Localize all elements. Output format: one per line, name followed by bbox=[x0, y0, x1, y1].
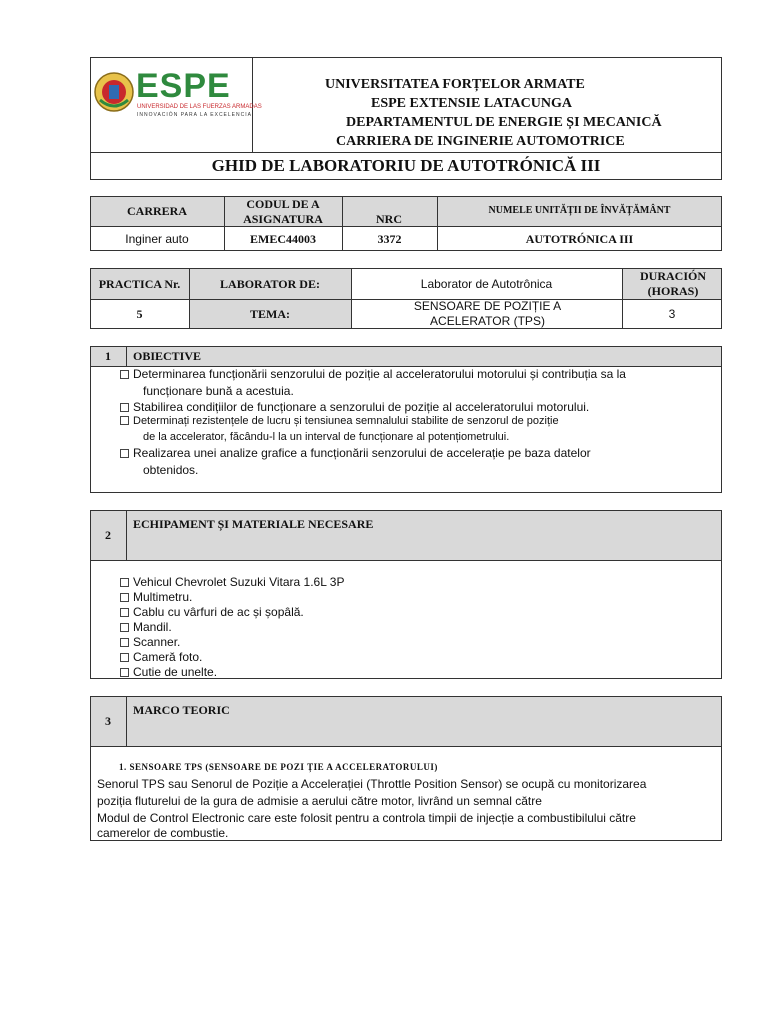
material-item bbox=[120, 650, 202, 664]
bullet-box-icon bbox=[120, 370, 129, 379]
objective-2 bbox=[120, 400, 589, 414]
page-title: GHID DE LABORATORIU DE AUTOTRÓNICĂ III bbox=[211, 156, 601, 175]
material-item bbox=[120, 575, 344, 589]
section3-num-div bbox=[126, 696, 127, 746]
objective-3-text: Determinați rezistențele de lucru și tensiunea semnalului stabilite de senzorul de poziție bbox=[133, 415, 559, 427]
bullet-box-icon bbox=[120, 449, 129, 458]
duracion-header: DURACIÓN (HORAS) bbox=[640, 268, 706, 298]
material-text: Multimetru. bbox=[133, 590, 193, 604]
laborator-header: LABORATOR DE: bbox=[220, 276, 320, 291]
section2-number: 2 bbox=[105, 528, 111, 542]
bullet-box-icon bbox=[120, 416, 129, 425]
numele-header: NUMELE UNITĂȚII DE ÎNVĂȚĂMÂNT bbox=[488, 204, 671, 216]
tema-header: TEMA: bbox=[250, 306, 290, 321]
objective-4-cont: obtenidos. bbox=[143, 463, 199, 477]
material-text: Scanner. bbox=[133, 635, 181, 649]
bullet-box-icon bbox=[120, 623, 129, 632]
section2-header-div bbox=[90, 560, 722, 561]
nrc-value: 3372 bbox=[377, 231, 402, 246]
section3-number: 3 bbox=[105, 714, 111, 728]
bullet-box-icon bbox=[120, 668, 129, 677]
carrera-header: CARRERA bbox=[127, 204, 187, 218]
department-name: DEPARTAMENTUL DE ENERGIE ȘI MECANICĂ bbox=[346, 115, 662, 130]
material-item bbox=[120, 590, 192, 604]
section2-title: ECHIPAMENT ȘI MATERIALE NECESARE bbox=[133, 517, 374, 531]
objective-1-cont: funcționare bună a acestuia. bbox=[143, 384, 294, 398]
material-text: Mandil. bbox=[133, 620, 172, 634]
theory-paragraph-line-2: poziția fluturelui de la gura de admisie a aerului către motor, livrând un semnal către bbox=[97, 794, 542, 808]
bullet-box-icon bbox=[120, 578, 129, 587]
material-item bbox=[120, 620, 172, 634]
laborator-value: Laborator de Autotrônica bbox=[420, 277, 553, 291]
crest-icon bbox=[92, 70, 136, 114]
section3-title: MARCO TEORIC bbox=[133, 703, 230, 717]
material-item bbox=[120, 635, 180, 649]
material-text: Cameră foto. bbox=[133, 650, 203, 664]
career-name: CARRIERA DE INGINERIE AUTOMOTRICE bbox=[336, 134, 625, 149]
material-text: Vehicul Chevrolet Suzuki Vitara 1.6L 3P bbox=[133, 575, 345, 589]
espe-logo bbox=[92, 66, 262, 126]
logo-subtitle-2: INNOVACIÓN PARA LA EXCELENCIA bbox=[137, 112, 252, 118]
extension-name: ESPE EXTENSIE LATACUNGA bbox=[371, 96, 572, 111]
theory-paragraph-line-3: Modul de Control Electronic care este folosit pentru a controla timpii de injecție a combustibilului către bbox=[97, 811, 636, 825]
objective-4 bbox=[120, 446, 591, 460]
objective-3 bbox=[120, 415, 559, 427]
objective-2-text: Stabilirea condițiilor de funcționare a senzorului de poziție al acceleratorului motorului. bbox=[133, 400, 590, 414]
material-text: Cutie de unelte. bbox=[133, 665, 218, 679]
university-name: UNIVERSITATEA FORȚELOR ARMATE bbox=[325, 77, 585, 92]
material-item bbox=[120, 605, 304, 619]
logo-subtitle-1: UNIVERSIDAD DE LAS FUERZAS ARMADAS bbox=[137, 104, 262, 110]
section1-num-div bbox=[126, 346, 127, 366]
carrera-value: Inginer auto bbox=[125, 232, 189, 246]
practica-header: PRACTICA Nr. bbox=[98, 276, 181, 291]
theory-paragraph-line-4: camerelor de combustie. bbox=[97, 826, 229, 840]
tema-value: SENSOARE DE POZIȚIE A ACELERATOR (TPS) bbox=[413, 299, 562, 328]
objective-3-cont: de la accelerator, făcându-l la un interval de funcționare al potențiometrului. bbox=[143, 431, 510, 443]
objective-1-text: Determinarea funcționării senzorului de poziție al acceleratorului motorului și contribuția sa la bbox=[133, 367, 626, 381]
bullet-box-icon bbox=[120, 608, 129, 617]
theory-paragraph-line-1: Senorul TPS sau Senorul de Poziție a Accelerației (Throttle Position Sensor) se ocupă cu monitorizarea bbox=[97, 777, 647, 791]
codul-header: CODUL DE A ASIGNATURA bbox=[243, 196, 323, 226]
material-text: Cablu cu vârfuri de ac și șopâlă. bbox=[133, 605, 304, 619]
bullet-box-icon bbox=[120, 653, 129, 662]
theory-subheading: 1. SENSOARE TPS (SENSOARE DE POZI ȚIE A ACCELERATORULUI) bbox=[119, 762, 438, 772]
material-item bbox=[120, 665, 217, 679]
section2-num-div bbox=[126, 510, 127, 560]
bullet-box-icon bbox=[120, 593, 129, 602]
objective-4-text: Realizarea unei analize grafice a funcționării senzorului de accelerație pe baza datelor bbox=[133, 446, 591, 460]
bullet-box-icon bbox=[120, 638, 129, 647]
numele-value: AUTOTRÓNICA III bbox=[525, 231, 634, 246]
codul-value: EMEC44003 bbox=[250, 231, 316, 246]
practica-value: 5 bbox=[136, 306, 143, 321]
section3-header-div bbox=[90, 746, 722, 747]
logo-wordmark: ESPE bbox=[136, 67, 231, 105]
nrc-header: NRC bbox=[376, 212, 402, 226]
section1-number: 1 bbox=[105, 349, 111, 363]
section1-title: OBIECTIVE bbox=[133, 349, 202, 363]
objective-1 bbox=[120, 367, 626, 381]
bullet-box-icon bbox=[120, 403, 129, 412]
duracion-value: 3 bbox=[668, 307, 676, 321]
